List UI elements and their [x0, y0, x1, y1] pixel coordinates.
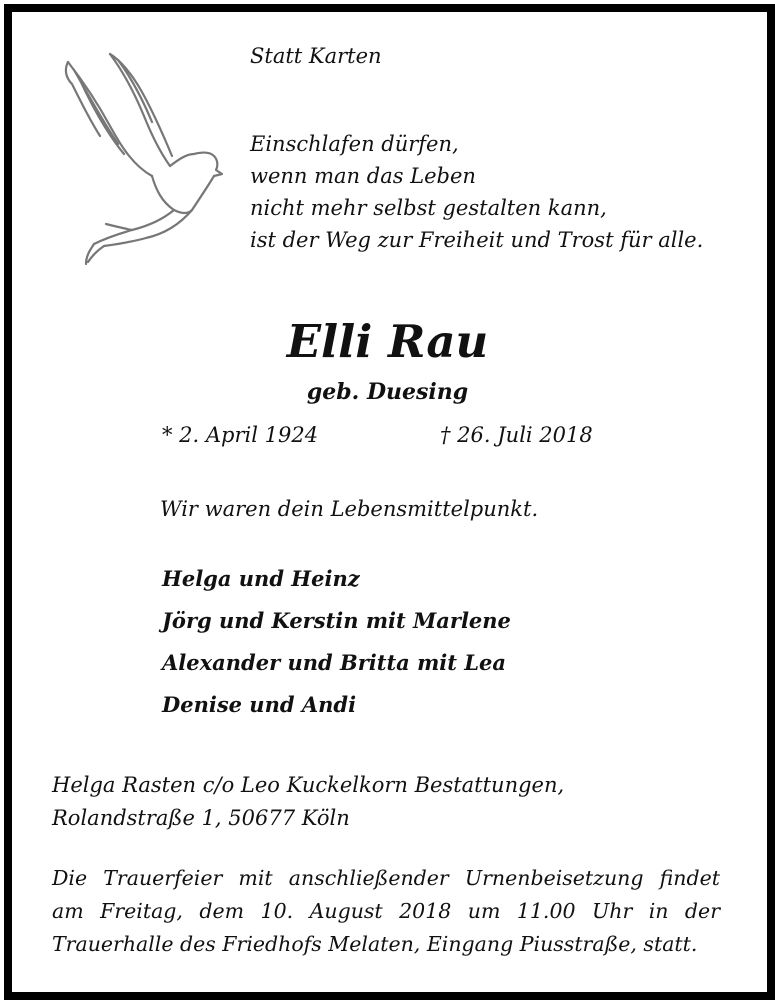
poem-line: wenn man das Leben: [250, 164, 476, 188]
family-list: [162, 558, 511, 726]
dove-icon: [52, 40, 242, 280]
family-member: Denise und Andi: [162, 692, 357, 717]
address-line: Helga Rasten c/o Leo Kuckelkorn Bestattungen,: [52, 773, 565, 797]
notice-line: Trauerhalle des Friedhofs Melaten, Eingang Piusstraße, statt.: [52, 932, 698, 956]
poem-line: nicht mehr selbst gestalten kann,: [250, 196, 607, 220]
motto: Wir waren dein Lebensmittelpunkt.: [160, 497, 539, 521]
family-member: Alexander und Britta mit Lea: [162, 650, 507, 675]
birth-date: * 2. April 1924: [162, 423, 319, 447]
poem-line: ist der Weg zur Freiheit und Trost für alle.: [250, 228, 704, 252]
poem-line: Einschlafen dürfen,: [250, 132, 459, 156]
family-member: Jörg und Kerstin mit Marlene: [162, 608, 511, 633]
statt-karten-heading: Statt Karten: [250, 44, 382, 68]
death-date: † 26. Juli 2018: [440, 423, 593, 447]
funeral-notice: [52, 862, 720, 961]
family-member: Helga und Heinz: [162, 566, 360, 591]
notice-line: Die Trauerfeier mit anschließender Urnenbeisetzung findet: [52, 866, 720, 890]
poem: [250, 128, 703, 256]
contact-address: [52, 769, 564, 835]
address-line: Rolandstraße 1, 50677 Köln: [52, 806, 350, 830]
notice-line: am Freitag, dem 10. August 2018 um 11.00 Uhr in der: [52, 899, 720, 923]
born-name: geb. Duesing: [306, 379, 469, 405]
deceased-name: Elli Rau: [286, 315, 489, 368]
